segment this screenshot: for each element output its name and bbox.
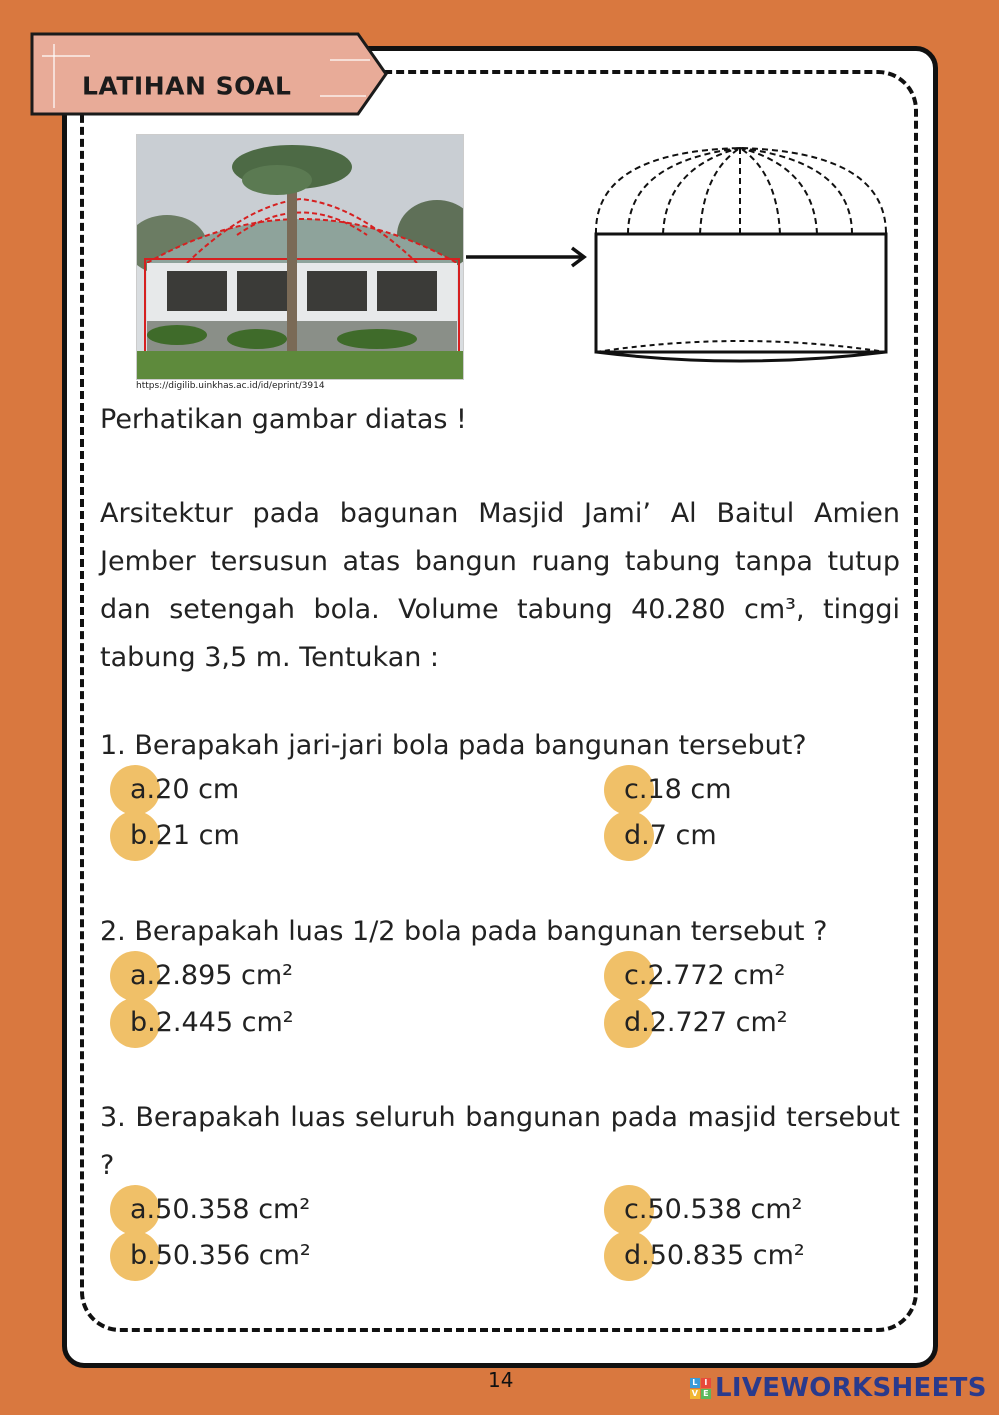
mosque-photo: [136, 134, 464, 380]
photo-credit: https://digilib.uinkhas.ac.id/id/eprint/3914: [136, 381, 325, 391]
brand-label: LIVEWORKSHEETS: [715, 1373, 987, 1403]
option-2b[interactable]: b.2.445 cm²: [110, 1001, 294, 1045]
liveworksheets-brand[interactable]: [690, 1373, 987, 1403]
page-title: LATIHAN SOAL: [82, 71, 292, 101]
option-3a[interactable]: a.50.358 cm²: [110, 1188, 310, 1232]
arrow-right-icon: [466, 246, 590, 268]
option-2d[interactable]: d.2.727 cm²: [604, 1001, 788, 1045]
option-1d[interactable]: d.7 cm: [604, 814, 717, 858]
problem-paragraph: Arsitektur pada bagunan Masjid Jami’ Al Baitul Amien Jember tersusun atas bangun ruang tabung tanpa tutup dan setengah bola. Volume tabung 40.280 cm³, tinggi tabung 3,5 m. Tentukan :: [100, 498, 900, 673]
option-3d[interactable]: d.50.835 cm²: [604, 1234, 805, 1278]
dome-cylinder-diagram: [588, 142, 893, 367]
option-1a[interactable]: a.20 cm: [110, 768, 239, 812]
instruction-text: Perhatikan gambar diatas !: [100, 404, 467, 435]
option-3c[interactable]: c.50.538 cm²: [604, 1188, 802, 1232]
question-3: 3. Berapakah luas seluruh bangunan pada masjid tersebut ?: [100, 1102, 900, 1181]
option-2c[interactable]: c.2.772 cm²: [604, 954, 785, 998]
page-number: 14: [488, 1368, 514, 1392]
liveworksheets-logo-icon: L I V E: [690, 1378, 711, 1399]
option-1b[interactable]: b.21 cm: [110, 814, 240, 858]
header-ribbon: [30, 30, 390, 118]
question-1: 1. Berapakah jari-jari bola pada bangunan tersebut?: [100, 730, 807, 761]
option-3b[interactable]: b.50.356 cm²: [110, 1234, 311, 1278]
question-2: 2. Berapakah luas 1/2 bola pada bangunan tersebut ?: [100, 916, 828, 947]
option-2a[interactable]: a.2.895 cm²: [110, 954, 293, 998]
option-1c[interactable]: c.18 cm: [604, 768, 732, 812]
